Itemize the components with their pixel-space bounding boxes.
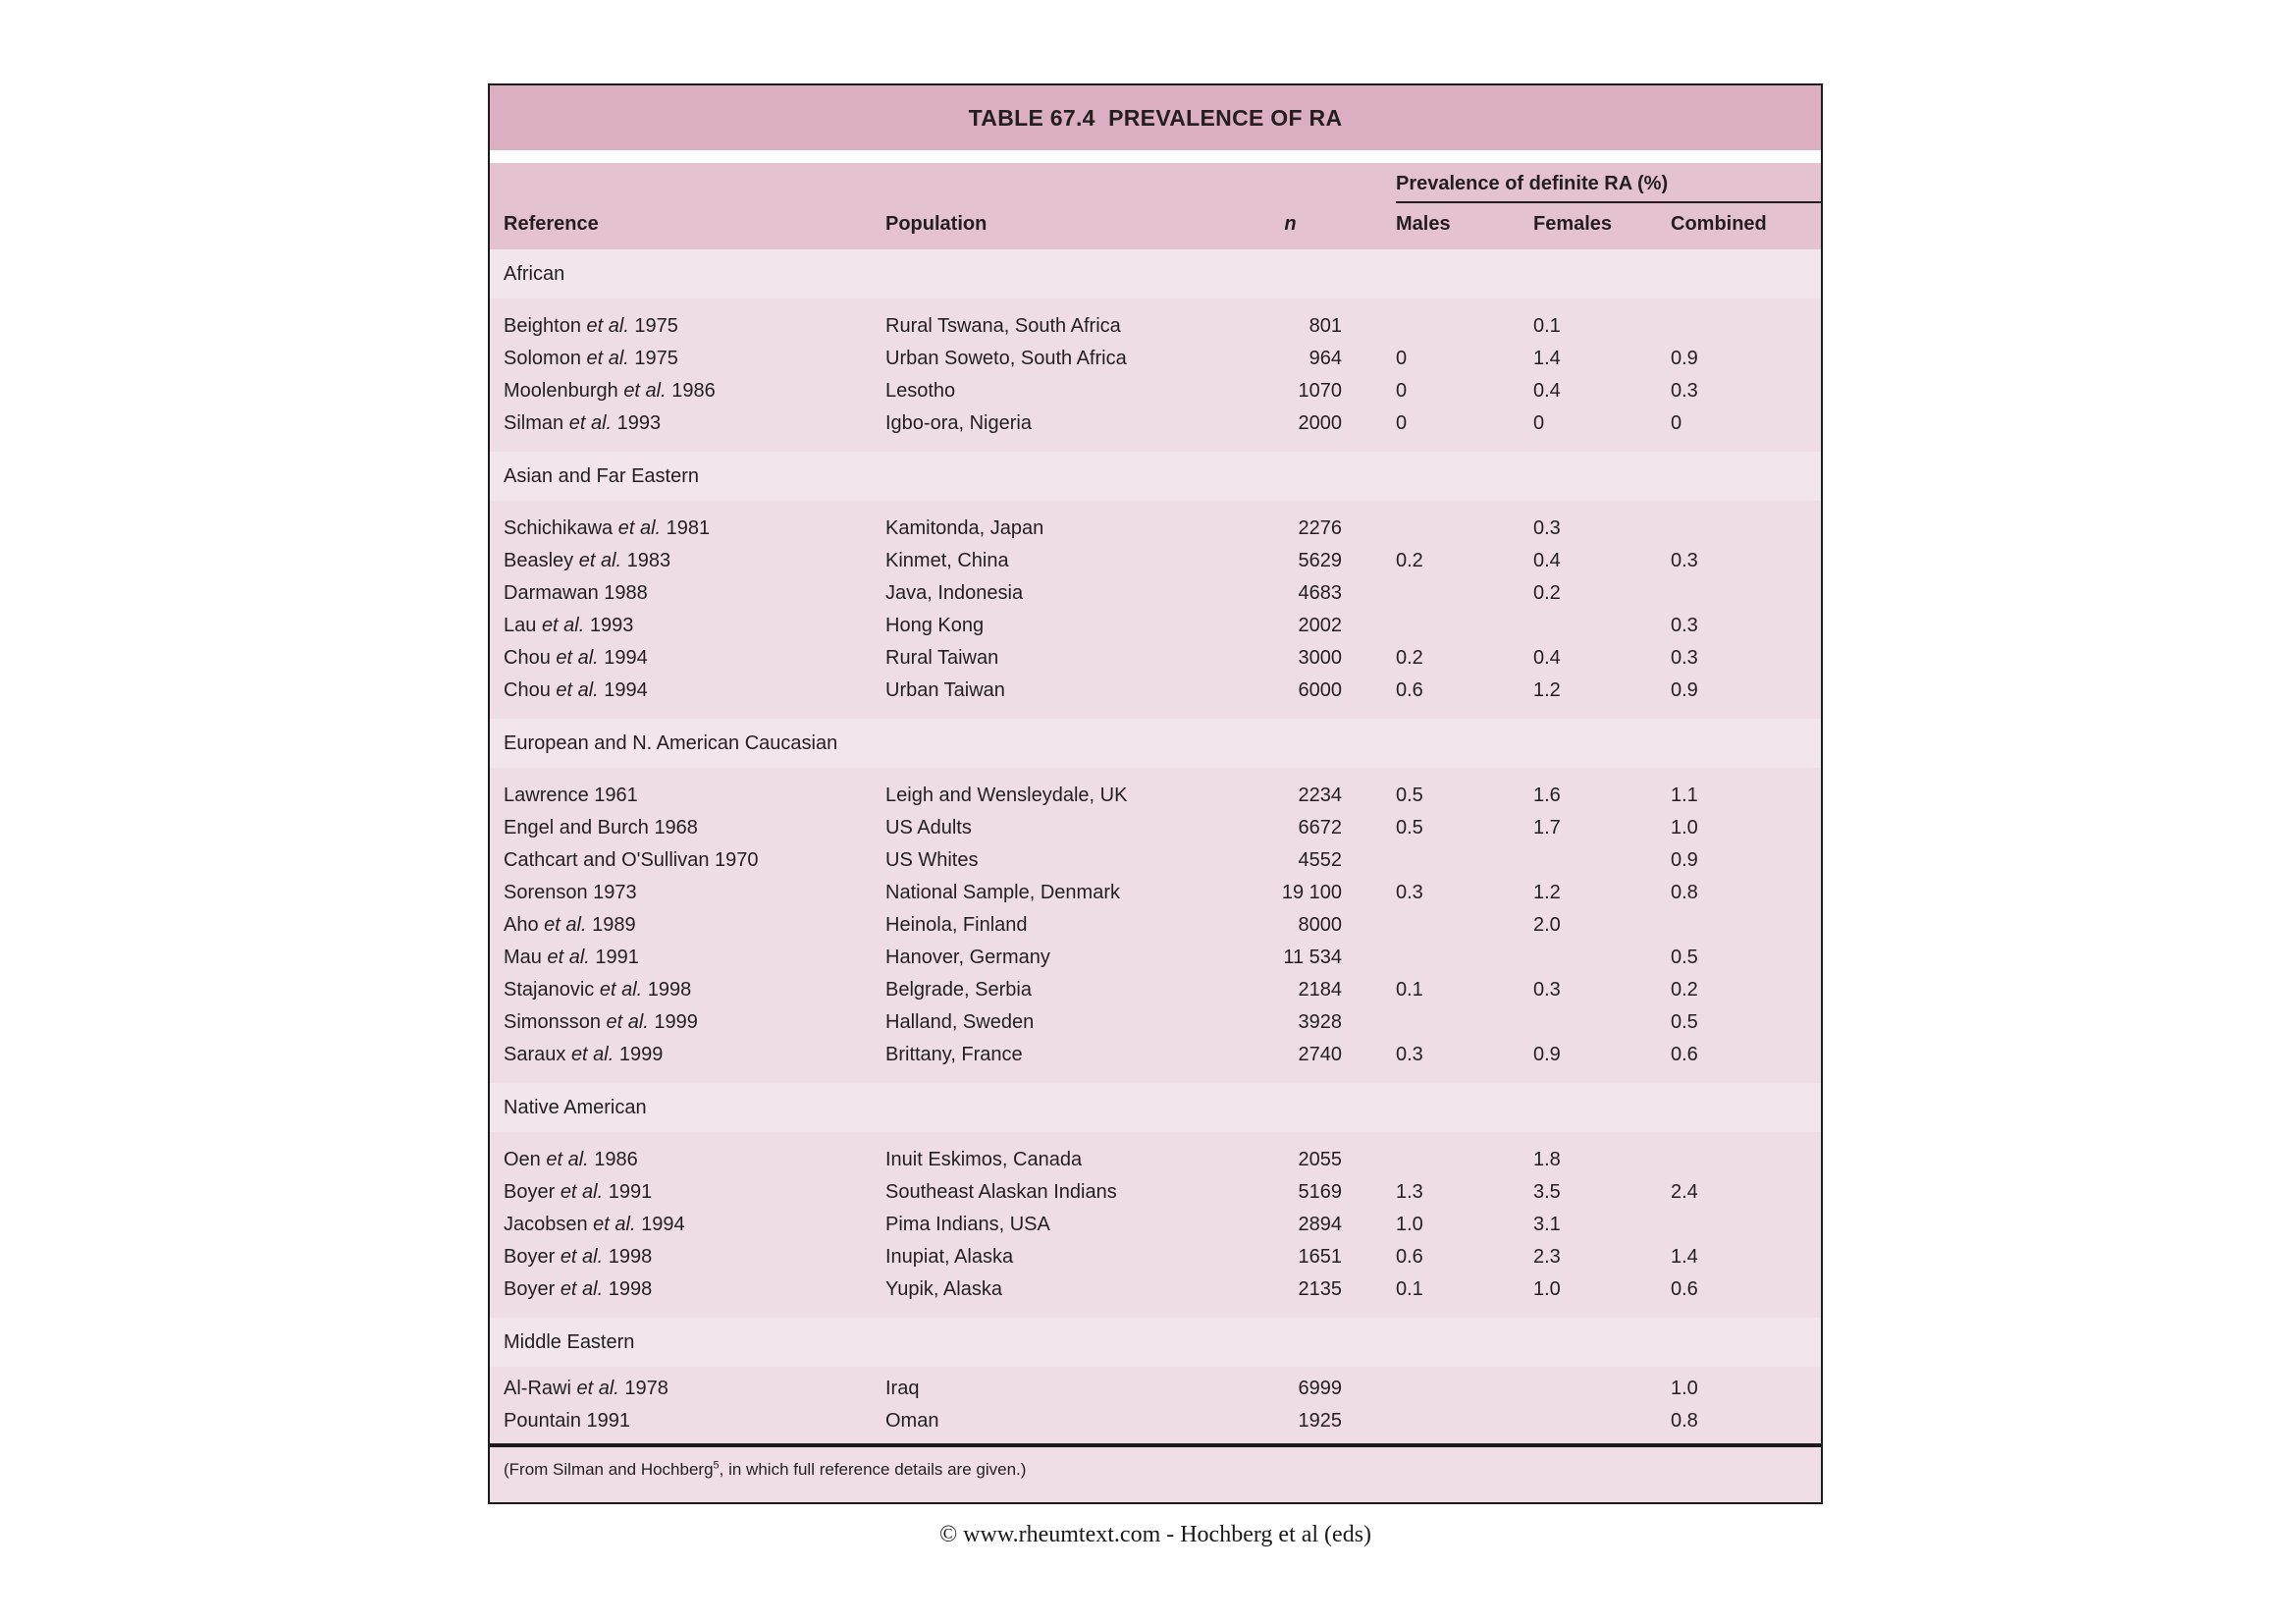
- cell-n: 1070: [1298, 380, 1342, 402]
- cell-reference: Oen et al. 1986: [504, 1149, 638, 1170]
- cell-males: 0: [1396, 412, 1408, 434]
- cell-n: 2000: [1298, 412, 1342, 434]
- cell-combined: 0: [1671, 412, 1682, 434]
- section-rows: [490, 501, 1821, 719]
- cell-reference: Moolenburgh et al. 1986: [504, 380, 716, 402]
- section-rows: [490, 1367, 1821, 1443]
- cell-population: US Whites: [885, 849, 979, 871]
- cell-n: 19 100: [1281, 882, 1342, 903]
- cell-combined: 0.3: [1671, 380, 1698, 402]
- table-row: [490, 942, 1821, 974]
- cell-males: 0: [1396, 380, 1408, 402]
- cell-n: 2184: [1298, 979, 1342, 1001]
- table-row: [490, 909, 1821, 942]
- cell-females: 0.3: [1533, 517, 1561, 539]
- cell-n: 2055: [1298, 1149, 1342, 1170]
- section-header: Asian and Far Eastern: [490, 452, 1821, 501]
- cell-males: 1.3: [1396, 1181, 1423, 1203]
- cell-females: 0.4: [1533, 550, 1561, 571]
- section-header: African: [490, 249, 1821, 298]
- cell-females: 2.0: [1533, 914, 1561, 936]
- table-row: [490, 812, 1821, 844]
- cell-reference: Boyer et al. 1998: [504, 1278, 653, 1300]
- cell-n: 4683: [1298, 582, 1342, 604]
- table-row: [490, 1209, 1821, 1241]
- cell-n: 964: [1308, 348, 1342, 369]
- cell-combined: 0.9: [1671, 849, 1698, 871]
- cell-population: Kinmet, China: [885, 550, 1009, 571]
- cell-females: 3.5: [1533, 1181, 1561, 1203]
- cell-reference: Saraux et al. 1999: [504, 1044, 664, 1065]
- cell-males: 1.0: [1396, 1214, 1423, 1235]
- table-row: [490, 577, 1821, 610]
- cell-population: Belgrade, Serbia: [885, 979, 1032, 1001]
- cell-reference: Stajanovic et al. 1998: [504, 979, 692, 1001]
- column-header-males: Males: [1396, 213, 1451, 235]
- cell-population: Hong Kong: [885, 615, 985, 636]
- cell-population: Inupiat, Alaska: [885, 1246, 1014, 1268]
- cell-females: 0.3: [1533, 979, 1561, 1001]
- cell-n: 2740: [1298, 1044, 1342, 1065]
- cell-males: 0.5: [1396, 817, 1423, 839]
- cell-combined: 0.6: [1671, 1278, 1698, 1300]
- cell-reference: Pountain 1991: [504, 1410, 631, 1432]
- cell-population: Igbo-ora, Nigeria: [885, 412, 1032, 434]
- cell-combined: 0.5: [1671, 947, 1698, 968]
- cell-females: 0.2: [1533, 582, 1561, 604]
- cell-n: 2002: [1298, 615, 1342, 636]
- cell-n: 4552: [1298, 849, 1342, 871]
- footnote: [490, 1447, 1821, 1502]
- cell-females: 1.2: [1533, 679, 1561, 701]
- cell-reference: Silman et al. 1993: [504, 412, 662, 434]
- column-header-females: Females: [1533, 213, 1613, 235]
- cell-combined: 1.1: [1671, 785, 1698, 806]
- section-rows: [490, 1132, 1821, 1318]
- cell-population: Inuit Eskimos, Canada: [885, 1149, 1083, 1170]
- column-header-combined: Combined: [1671, 213, 1767, 235]
- table-row: [490, 780, 1821, 812]
- cell-population: Halland, Sweden: [885, 1011, 1035, 1033]
- cell-n: 8000: [1298, 914, 1342, 936]
- cell-females: 1.7: [1533, 817, 1561, 839]
- cell-n: 2276: [1298, 517, 1342, 539]
- table-row: [490, 375, 1821, 407]
- table-row: [490, 1241, 1821, 1273]
- cell-population: Rural Taiwan: [885, 647, 999, 669]
- cell-reference: Chou et al. 1994: [504, 647, 648, 669]
- cell-reference: Mau et al. 1991: [504, 947, 639, 968]
- cell-combined: 0.5: [1671, 1011, 1698, 1033]
- table-row: [490, 610, 1821, 642]
- table-row: [490, 407, 1821, 440]
- cell-reference: Cathcart and O'Sullivan 1970: [504, 849, 759, 871]
- cell-males: 0.3: [1396, 882, 1423, 903]
- cell-n: 1651: [1298, 1246, 1342, 1268]
- cell-population: Kamitonda, Japan: [885, 517, 1044, 539]
- cell-reference: Boyer et al. 1998: [504, 1246, 653, 1268]
- cell-population: Java, Indonesia: [885, 582, 1024, 604]
- column-header-reference: Reference: [504, 213, 599, 235]
- table-row: [490, 974, 1821, 1006]
- cell-females: 1.2: [1533, 882, 1561, 903]
- cell-reference: Aho et al. 1989: [504, 914, 636, 936]
- cell-combined: 0.3: [1671, 615, 1698, 636]
- cell-population: Oman: [885, 1410, 939, 1432]
- cell-combined: 0.3: [1671, 550, 1698, 571]
- cell-population: Rural Tswana, South Africa: [885, 315, 1121, 337]
- table-row: [490, 1273, 1821, 1306]
- cell-n: 6672: [1298, 817, 1342, 839]
- cell-population: Southeast Alaskan Indians: [885, 1181, 1117, 1203]
- table-title: TABLE 67.4 PREVALENCE OF RA: [490, 85, 1821, 150]
- table-body: [490, 249, 1821, 1443]
- cell-females: 0.1: [1533, 315, 1561, 337]
- cell-combined: 1.4: [1671, 1246, 1698, 1268]
- table-row: [490, 642, 1821, 675]
- cell-population: Lesotho: [885, 380, 956, 402]
- cell-females: 0: [1533, 412, 1545, 434]
- prevalence-table: [488, 83, 1823, 1504]
- table-row: [490, 877, 1821, 909]
- section-rows: [490, 768, 1821, 1083]
- cell-reference: Solomon et al. 1975: [504, 348, 678, 369]
- cell-n: 801: [1308, 315, 1342, 337]
- cell-population: Urban Taiwan: [885, 679, 1005, 701]
- cell-females: 2.3: [1533, 1246, 1561, 1268]
- cell-n: 2234: [1298, 785, 1342, 806]
- cell-females: 0.4: [1533, 647, 1561, 669]
- cell-combined: 1.0: [1671, 1378, 1698, 1399]
- cell-population: Heinola, Finland: [885, 914, 1028, 936]
- cell-females: 1.4: [1533, 348, 1561, 369]
- cell-reference: Boyer et al. 1991: [504, 1181, 653, 1203]
- table-row: [490, 844, 1821, 877]
- cell-combined: 2.4: [1671, 1181, 1698, 1203]
- cell-combined: 0.9: [1671, 348, 1698, 369]
- cell-combined: 1.0: [1671, 817, 1698, 839]
- table-row: [490, 1144, 1821, 1176]
- column-header-n: n: [1284, 213, 1297, 235]
- cell-reference: Beasley et al. 1983: [504, 550, 671, 571]
- section-header: Middle Eastern: [490, 1318, 1821, 1367]
- cell-females: 1.8: [1533, 1149, 1561, 1170]
- cell-n: 3000: [1298, 647, 1342, 669]
- cell-population: Hanover, Germany: [885, 947, 1050, 968]
- cell-males: 0.1: [1396, 1278, 1423, 1300]
- table-row: [490, 1006, 1821, 1039]
- table-row: [490, 1176, 1821, 1209]
- title-separator: [490, 150, 1821, 163]
- cell-population: Iraq: [885, 1378, 920, 1399]
- cell-females: 3.1: [1533, 1214, 1561, 1235]
- cell-reference: Jacobsen et al. 1994: [504, 1214, 685, 1235]
- cell-males: 0.2: [1396, 647, 1423, 669]
- cell-reference: Lau et al. 1993: [504, 615, 634, 636]
- cell-males: 0.1: [1396, 979, 1423, 1001]
- table-header: [490, 163, 1821, 249]
- cell-n: 5629: [1298, 550, 1342, 571]
- cell-males: 0: [1396, 348, 1408, 369]
- cell-combined: 0.9: [1671, 679, 1698, 701]
- cell-reference: Al-Rawi et al. 1978: [504, 1378, 668, 1399]
- table-row: [490, 310, 1821, 343]
- cell-n: 6999: [1298, 1378, 1342, 1399]
- cell-population: National Sample, Denmark: [885, 882, 1120, 903]
- table-row: [490, 675, 1821, 707]
- cell-n: 6000: [1298, 679, 1342, 701]
- prevalence-group-header: Prevalence of definite RA (%): [1396, 173, 1821, 203]
- copyright-caption: © www.rheumtext.com - Hochberg et al (eds): [938, 1522, 1372, 1547]
- cell-reference: Sorenson 1973: [504, 882, 637, 903]
- cell-reference: Simonsson et al. 1999: [504, 1011, 698, 1033]
- cell-n: 2135: [1298, 1278, 1342, 1300]
- cell-reference: Schichikawa et al. 1981: [504, 517, 711, 539]
- cell-population: Brittany, France: [885, 1044, 1023, 1065]
- cell-females: 1.0: [1533, 1278, 1561, 1300]
- cell-combined: 0.6: [1671, 1044, 1698, 1065]
- section-header: European and N. American Caucasian: [490, 719, 1821, 768]
- cell-population: Urban Soweto, South Africa: [885, 348, 1127, 369]
- cell-combined: 0.8: [1671, 882, 1698, 903]
- section-rows: [490, 298, 1821, 452]
- cell-combined: 0.3: [1671, 647, 1698, 669]
- cell-males: 0.3: [1396, 1044, 1423, 1065]
- cell-males: 0.2: [1396, 550, 1423, 571]
- cell-n: 2894: [1298, 1214, 1342, 1235]
- cell-n: 3928: [1298, 1011, 1342, 1033]
- table-row: [490, 1405, 1821, 1437]
- footnote-text: (From Silman and Hochberg$^5$, in which full reference details are given.): [504, 1459, 1027, 1479]
- cell-population: Pima Indians, USA: [885, 1214, 1050, 1235]
- cell-population: US Adults: [885, 817, 972, 839]
- cell-reference: Darmawan 1988: [504, 582, 648, 604]
- table-row: [490, 513, 1821, 545]
- cell-n: 1925: [1298, 1410, 1342, 1432]
- cell-population: Yupik, Alaska: [885, 1278, 1002, 1300]
- cell-combined: 0.2: [1671, 979, 1698, 1001]
- cell-reference: Lawrence 1961: [504, 785, 638, 806]
- cell-females: 0.9: [1533, 1044, 1561, 1065]
- table-row: [490, 343, 1821, 375]
- cell-males: 0.6: [1396, 679, 1423, 701]
- cell-females: 1.6: [1533, 785, 1561, 806]
- cell-males: 0.5: [1396, 785, 1423, 806]
- table-row: [490, 1373, 1821, 1405]
- table-row: [490, 1039, 1821, 1071]
- cell-females: 0.4: [1533, 380, 1561, 402]
- cell-n: 5169: [1298, 1181, 1342, 1203]
- cell-population: Leigh and Wensleydale, UK: [885, 785, 1128, 806]
- cell-reference: Beighton et al. 1975: [504, 315, 678, 337]
- cell-n: 11 534: [1283, 947, 1342, 968]
- section-header: Native American: [490, 1083, 1821, 1132]
- cell-reference: Chou et al. 1994: [504, 679, 648, 701]
- cell-combined: 0.8: [1671, 1410, 1698, 1432]
- cell-males: 0.6: [1396, 1246, 1423, 1268]
- cell-reference: Engel and Burch 1968: [504, 817, 698, 839]
- table-row: [490, 545, 1821, 577]
- column-header-population: Population: [885, 213, 988, 235]
